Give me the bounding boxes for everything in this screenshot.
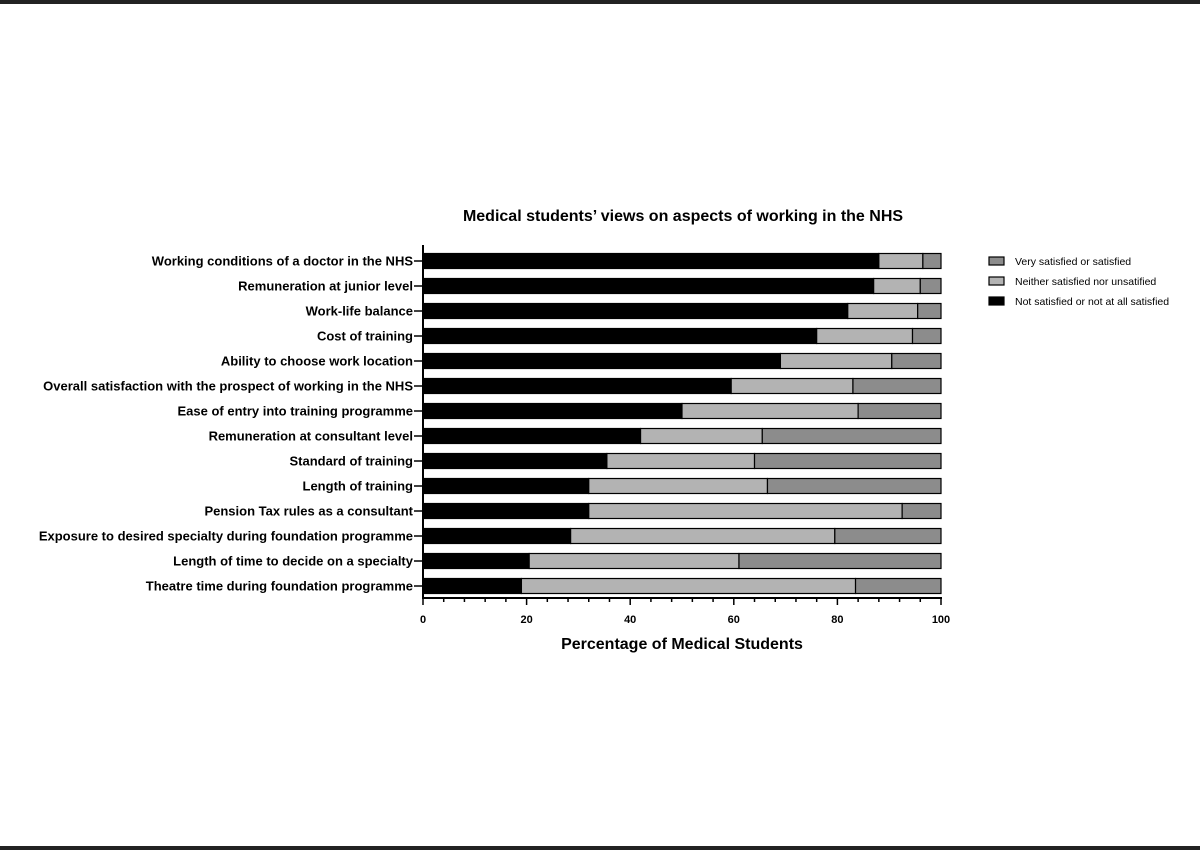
legend-label: Neither satisfied nor unsatified [1015, 276, 1157, 288]
bar-segment-5-series-2 [780, 354, 891, 369]
axes-group [414, 245, 942, 599]
bar-segment-13-series-1 [423, 554, 529, 569]
x-tick-label: 60 [727, 614, 740, 626]
category-label: Ease of entry into training programme [177, 403, 413, 419]
category-label: Cost of training [316, 328, 413, 344]
bar-segment-11-series-3 [902, 504, 941, 519]
bar-segment-12-series-2 [571, 529, 835, 544]
x-ticks-group [420, 598, 950, 626]
bar-segment-2-series-2 [874, 279, 921, 294]
bar-segment-1-series-3 [923, 254, 941, 269]
bar-segment-9-series-2 [607, 454, 755, 469]
bar-segment-9-series-1 [423, 454, 607, 469]
legend [989, 256, 1169, 308]
bar-segment-12-series-3 [835, 529, 941, 544]
bar-segment-14-series-1 [423, 579, 521, 594]
bar-segment-3-series-2 [848, 304, 918, 319]
category-label: Length of training [302, 478, 413, 494]
category-label: Remuneration at junior level [238, 278, 413, 294]
chart-title: Medical students’ views on aspects of working in the NHS [462, 208, 904, 225]
category-label: Remuneration at consultant level [208, 428, 413, 444]
x-tick-label: 0 [419, 614, 427, 626]
bar-segment-6-series-2 [731, 379, 853, 394]
bar-segment-1-series-2 [879, 254, 923, 269]
bar-segment-8-series-1 [423, 429, 641, 444]
x-tick-label: 80 [831, 614, 844, 626]
category-label: Work-life balance [305, 303, 413, 319]
x-axis-label: Percentage of Medical Students [561, 636, 803, 653]
x-tick-label: 20 [520, 614, 533, 626]
bar-segment-8-series-2 [641, 429, 763, 444]
bar-segment-14-series-3 [856, 579, 941, 594]
legend-swatch [989, 257, 1004, 265]
bar-segment-3-series-1 [423, 304, 848, 319]
bar-segment-14-series-2 [521, 579, 855, 594]
bar-segment-4-series-2 [817, 329, 913, 344]
bar-segment-3-series-3 [918, 304, 941, 319]
bar-segment-8-series-3 [762, 429, 941, 444]
x-tick-label: 40 [624, 614, 637, 626]
bar-segment-10-series-2 [589, 479, 768, 494]
category-labels [39, 254, 414, 594]
bar-segment-13-series-2 [529, 554, 739, 569]
bar-segment-10-series-3 [767, 479, 941, 494]
bar-segment-12-series-1 [423, 529, 571, 544]
legend-label: Very satisfied or satisfied [1015, 256, 1132, 268]
bar-segment-4-series-1 [423, 329, 817, 344]
legend-label: Not satisfied or not at all satisfied [1015, 296, 1170, 308]
bars-group [423, 254, 941, 594]
bar-segment-10-series-1 [423, 479, 589, 494]
bar-segment-5-series-1 [423, 354, 780, 369]
category-label: Theatre time during foundation programme [145, 578, 413, 594]
category-label: Standard of training [289, 453, 413, 469]
bar-segment-11-series-2 [589, 504, 902, 519]
legend-swatch [989, 297, 1004, 305]
category-label: Pension Tax rules as a consultant [204, 503, 413, 519]
bar-segment-2-series-3 [920, 279, 941, 294]
bar-segment-7-series-2 [682, 404, 858, 419]
legend-swatch [989, 277, 1004, 285]
category-label: Length of time to decide on a specialty [173, 553, 413, 569]
category-label: Overall satisfaction with the prospect of working in the NHS [43, 378, 413, 394]
bar-segment-1-series-1 [423, 254, 879, 269]
bar-segment-6-series-1 [423, 379, 731, 394]
bar-segment-2-series-1 [423, 279, 874, 294]
category-label: Exposure to desired specialty during foundation programme [38, 528, 413, 544]
category-label: Ability to choose work location [220, 353, 413, 369]
x-tick-label: 100 [931, 614, 951, 626]
bar-segment-6-series-3 [853, 379, 941, 394]
bar-segment-11-series-1 [423, 504, 589, 519]
bar-segment-7-series-3 [858, 404, 941, 419]
bar-segment-4-series-3 [913, 329, 941, 344]
bar-segment-5-series-3 [892, 354, 941, 369]
bar-segment-9-series-3 [755, 454, 941, 469]
category-label: Working conditions of a doctor in the NHS [151, 253, 413, 269]
bar-segment-7-series-1 [423, 404, 682, 419]
bar-segment-13-series-3 [739, 554, 941, 569]
